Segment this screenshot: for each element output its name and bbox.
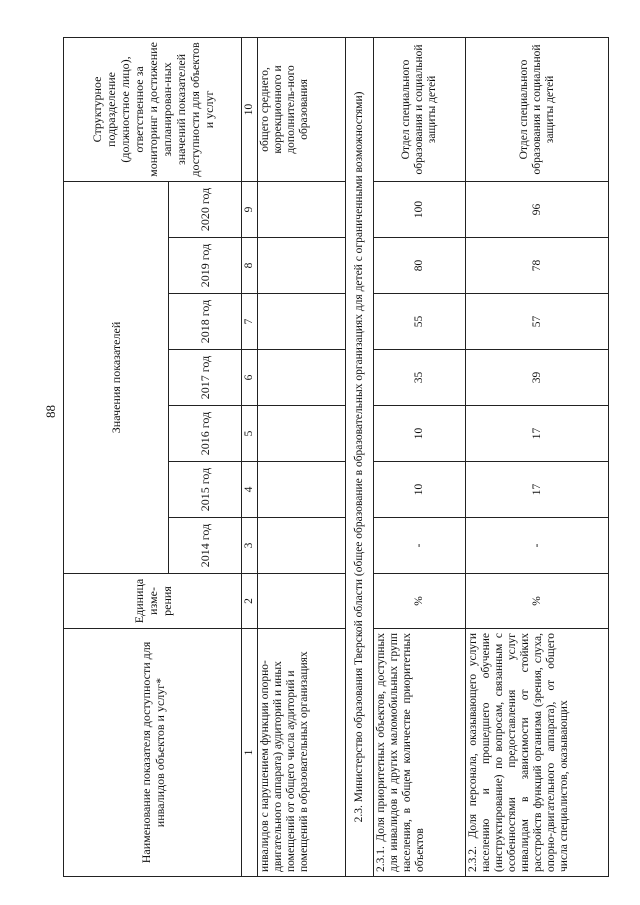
indicator-name: 2.3.2. Доля персонала, оказывающего услуги населению и прошедшего обучение (инструктирование) по вопросам, связанным с особенностями предоставления услуг инвалидам в зависимости от стойких расстройств функций организма (зрения, слуха, опорно-двигательного аппарата), от общего числа специалистов, оказывающих bbox=[466, 629, 609, 877]
column-number: 5 bbox=[242, 406, 258, 462]
header-row-top bbox=[64, 37, 169, 876]
responsible-cell: Отдел специального образования и социальной защиты детей bbox=[374, 37, 466, 181]
value-cell: - bbox=[374, 518, 466, 574]
value-cell: - bbox=[466, 518, 609, 574]
header-year: 2016 год bbox=[169, 406, 242, 462]
unit-cell: % bbox=[466, 574, 609, 629]
value-cell bbox=[258, 350, 346, 406]
indicator-name: 2.3.1. Доля приоритетных объектов, доступных для инвалидов и других маломобильных групп населения, в общем количестве приоритетных объектов bbox=[374, 629, 466, 877]
section-title: 2.3. Министерство образования Тверской области (общее образование в образовательных организациях для детей с ограниченными возможностями) bbox=[346, 37, 374, 876]
column-number: 6 bbox=[242, 350, 258, 406]
responsible-cell: Отдел специального образования и социальной защиты детей bbox=[466, 37, 609, 181]
header-year: 2019 год bbox=[169, 238, 242, 294]
value-cell: 100 bbox=[374, 181, 466, 237]
page-number: 88 bbox=[43, 405, 58, 418]
value-cell: 10 bbox=[374, 406, 466, 462]
header-responsible: Структурное подразделение (должностное лицо), ответственное за мониторинг и достижение запланирован-ных значений показателей доступности для объектов и услуг bbox=[64, 37, 242, 181]
unit-cell: % bbox=[374, 574, 466, 629]
value-cell: 55 bbox=[374, 294, 466, 350]
column-number: 10 bbox=[242, 37, 258, 181]
value-cell bbox=[258, 181, 346, 237]
indicator-name: инвалидов с нарушением функции опорно-двигательного аппарата) аудиторий и иных помещений от общего числа аудиторий и помещений в образовательных организациях bbox=[258, 629, 346, 877]
column-number: 7 bbox=[242, 294, 258, 350]
value-cell bbox=[258, 238, 346, 294]
value-cell: 80 bbox=[374, 238, 466, 294]
value-cell bbox=[258, 462, 346, 518]
indicator-table-container bbox=[63, 42, 610, 877]
value-cell bbox=[258, 518, 346, 574]
value-cell bbox=[258, 294, 346, 350]
header-values-group: Значения показателей bbox=[64, 181, 169, 573]
column-number: 8 bbox=[242, 238, 258, 294]
header-name: Наименование показателя доступности для инвалидов объектов и услуг* bbox=[64, 629, 242, 877]
unit-cell bbox=[258, 574, 346, 629]
value-cell: 57 bbox=[466, 294, 609, 350]
table-row-continued bbox=[258, 37, 346, 876]
value-cell: 17 bbox=[466, 462, 609, 518]
column-number-row bbox=[242, 37, 258, 876]
header-year: 2020 год bbox=[169, 181, 242, 237]
value-cell: 78 bbox=[466, 238, 609, 294]
value-cell bbox=[258, 406, 346, 462]
column-number: 9 bbox=[242, 181, 258, 237]
value-cell: 17 bbox=[466, 406, 609, 462]
value-cell: 96 bbox=[466, 181, 609, 237]
table-row bbox=[374, 37, 466, 876]
section-row bbox=[346, 37, 374, 876]
header-year: 2015 год bbox=[169, 462, 242, 518]
indicator-table bbox=[63, 37, 609, 877]
header-year: 2017 год bbox=[169, 350, 242, 406]
value-cell: 39 bbox=[466, 350, 609, 406]
column-number: 3 bbox=[242, 518, 258, 574]
header-year: 2014 год bbox=[169, 518, 242, 574]
column-number: 4 bbox=[242, 462, 258, 518]
table-row bbox=[466, 37, 609, 876]
column-number: 2 bbox=[242, 574, 258, 629]
header-unit: Единица изме-рения bbox=[64, 574, 242, 629]
responsible-cell: общего среднего, коррекционного и дополнитель-ного образования bbox=[258, 37, 346, 181]
value-cell: 10 bbox=[374, 462, 466, 518]
header-year: 2018 год bbox=[169, 294, 242, 350]
column-number: 1 bbox=[242, 629, 258, 877]
value-cell: 35 bbox=[374, 350, 466, 406]
